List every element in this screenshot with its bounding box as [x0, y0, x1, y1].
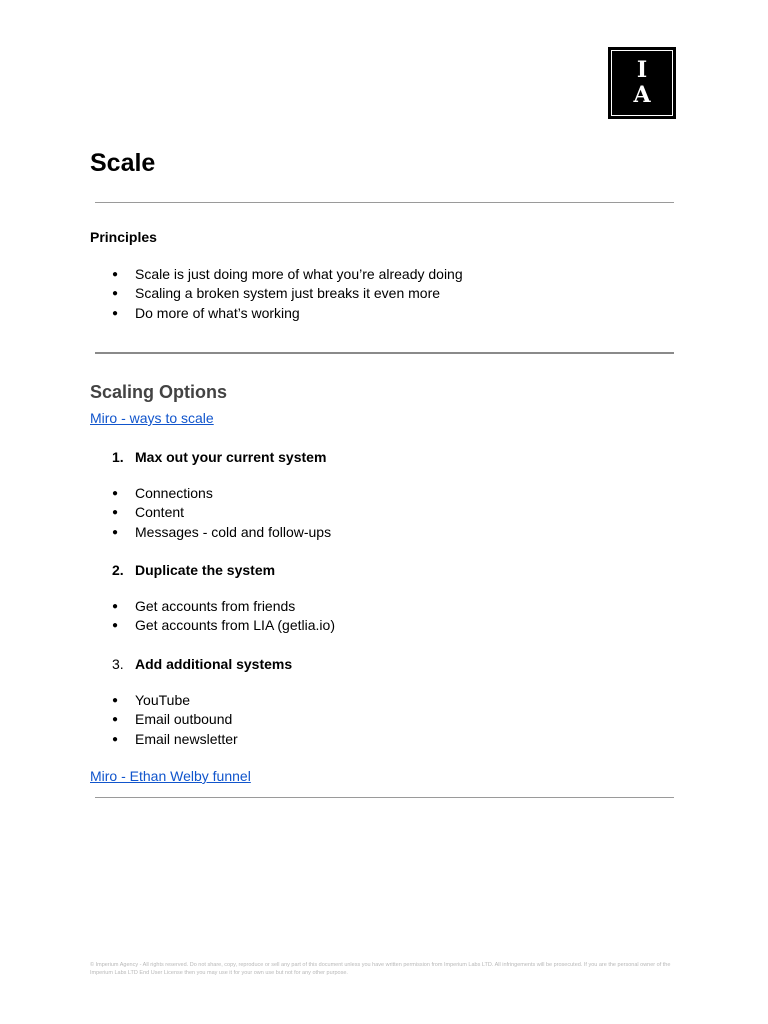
- logo-letter-a: A: [633, 82, 651, 108]
- step-number: 3.: [112, 656, 124, 672]
- scaling-options-heading: Scaling Options: [90, 382, 228, 402]
- principles-heading: Principles: [90, 229, 157, 245]
- divider-bottom: [95, 797, 674, 798]
- list-item: ● Get accounts from LIA (getlia.io): [0, 616, 335, 635]
- brand-logo-frame: [611, 50, 673, 116]
- miro-ways-to-scale-link[interactable]: Miro - ways to scale: [90, 410, 214, 426]
- list-item: ● Email outbound: [0, 710, 238, 729]
- logo-letter-i: I: [636, 57, 648, 83]
- page-title: Scale: [90, 149, 156, 177]
- list-item: ● Email newsletter: [0, 730, 238, 749]
- principles-list: [0, 265, 463, 323]
- list-item: ● Do more of what’s working: [0, 304, 463, 323]
- list-item: ● YouTube: [0, 691, 238, 710]
- step-title: Add additional systems: [135, 656, 293, 672]
- step-number: 2.: [112, 562, 124, 578]
- list-item: ● Get accounts from friends: [0, 597, 335, 616]
- copyright-footer: © Imperium Agency - All rights reserved. Do not share, copy, reproduce or sell any part of this document unless you have written permission from Imperium Labs LTD. All infringements will be prosecuted. If you are the personal owner of the Imperium Labs LTD End User License then you may use it for your own use but not for any other purpose.: [90, 962, 671, 976]
- divider-middle: [95, 352, 674, 354]
- brand-logo: [608, 47, 676, 119]
- list-item: ● Scale is just doing more of what you’re already doing: [0, 265, 463, 284]
- step-2-list: [0, 597, 335, 636]
- step-title: Duplicate the system: [135, 562, 276, 578]
- list-item: ● Messages - cold and follow-ups: [0, 523, 331, 542]
- step-title: Max out your current system: [135, 449, 327, 465]
- list-item: ● Scaling a broken system just breaks it even more: [0, 284, 463, 303]
- divider-top: [95, 202, 674, 203]
- list-item: ● Connections: [0, 484, 331, 503]
- miro-ethan-welby-funnel-link[interactable]: Miro - Ethan Welby funnel: [90, 768, 251, 784]
- list-item: ● Content: [0, 503, 331, 522]
- step-3-list: [0, 691, 238, 749]
- step-number: 1.: [112, 449, 124, 465]
- step-1-list: [0, 484, 331, 542]
